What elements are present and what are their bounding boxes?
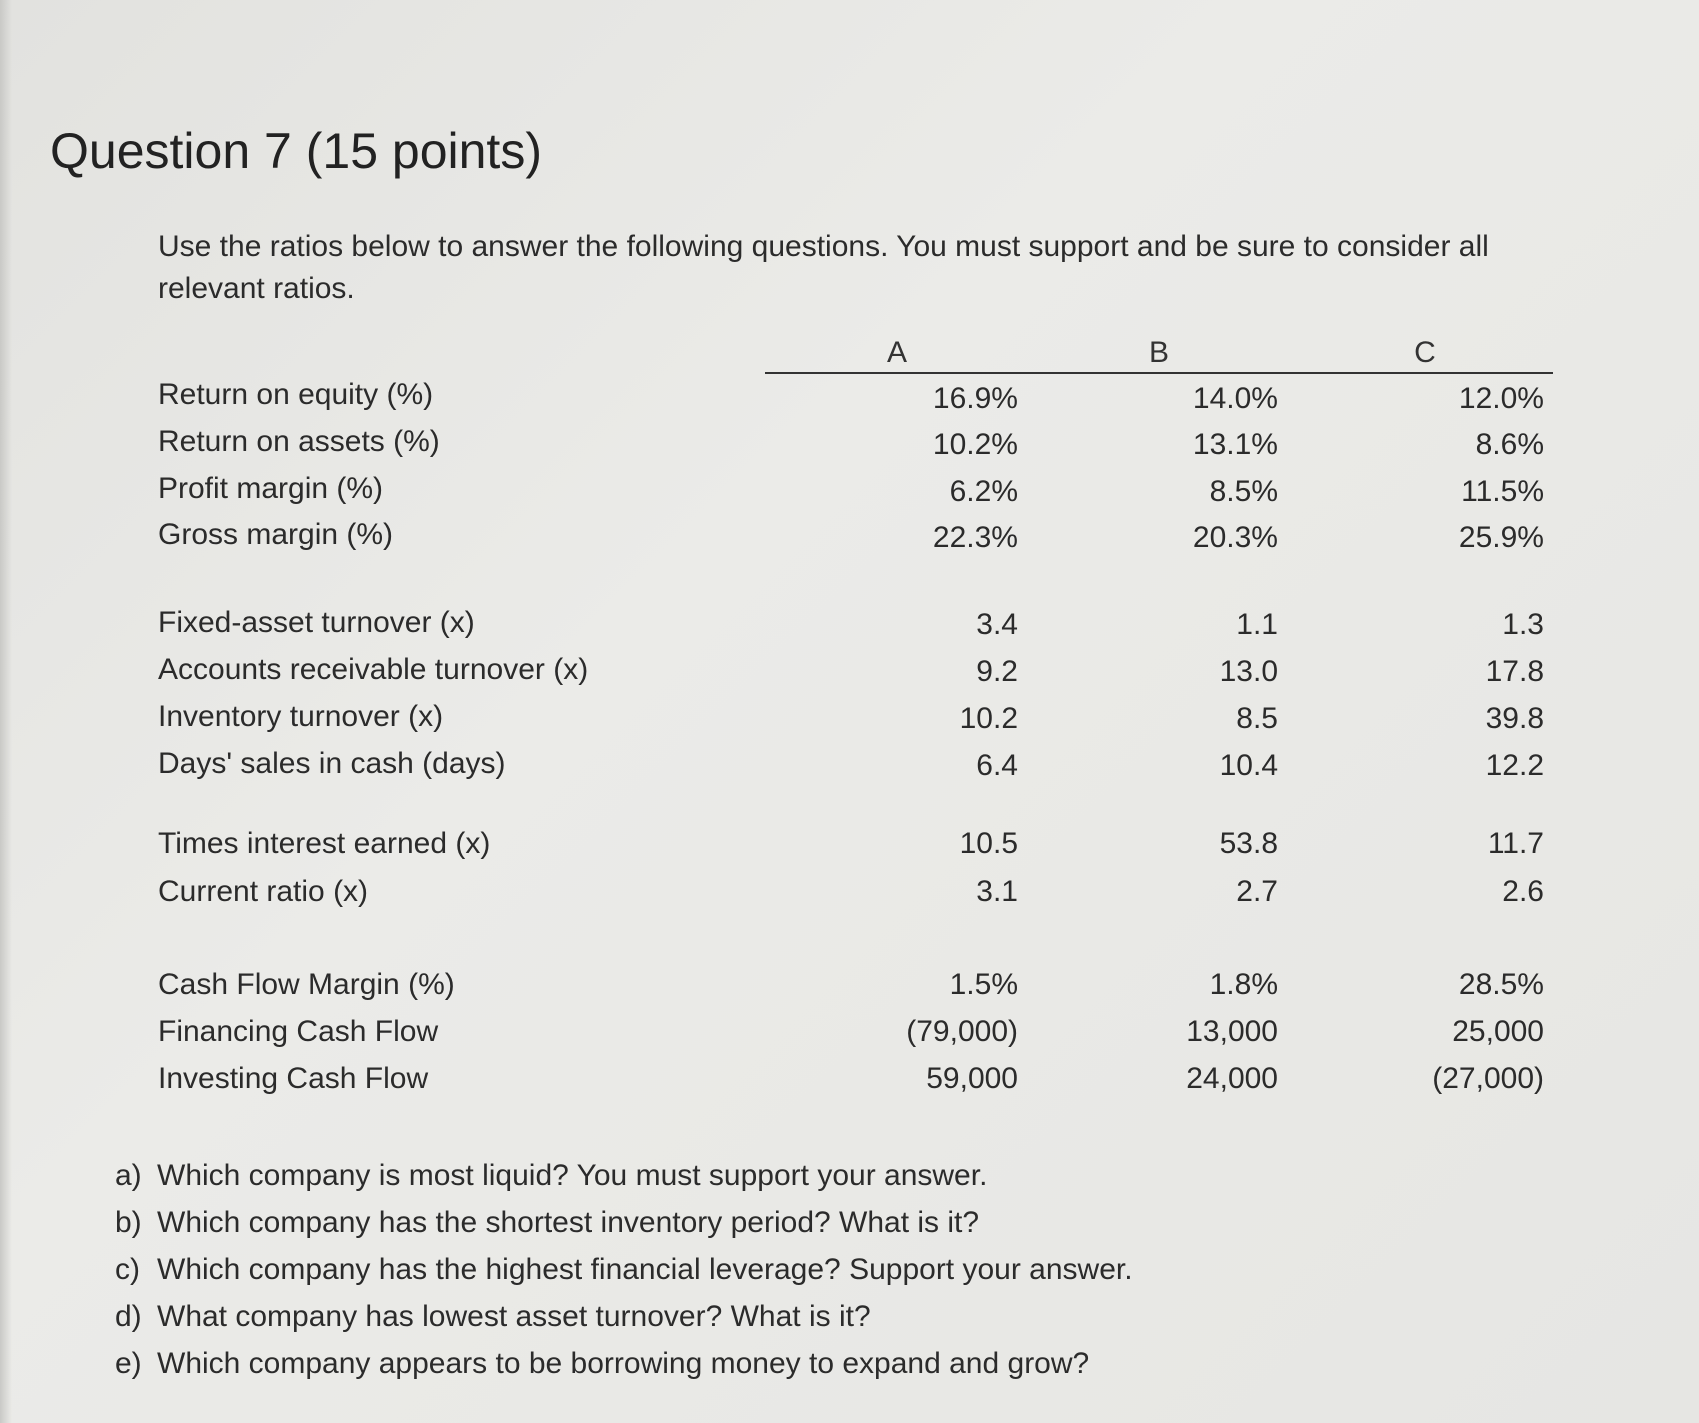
- cell-b-times-interest-earned: 53.8: [1219, 827, 1278, 860]
- cell-a-fixed-asset-turnover: 3.4: [976, 608, 1018, 641]
- row-label-inventory-turnover: Inventory turnover (x): [158, 700, 444, 733]
- cell-a-times-interest-earned: 10.5: [959, 827, 1018, 860]
- cell-a-inventory-turnover: 10.2: [959, 702, 1018, 735]
- cell-c-accounts-receivable-turnover: 17.8: [1485, 655, 1544, 688]
- cell-a-investing-cash-flow: 59,000: [926, 1062, 1018, 1095]
- row-label-days-sales-in-cash: Days' sales in cash (days): [158, 747, 506, 780]
- list-item: [115, 1246, 1133, 1293]
- page-edge-shadow: [0, 0, 12, 1423]
- question-letter: b): [115, 1206, 142, 1239]
- cell-c-cash-flow-margin: 28.5%: [1458, 968, 1544, 1001]
- column-header-b: B: [1148, 336, 1169, 369]
- question-letter: e): [115, 1347, 142, 1380]
- cell-a-accounts-receivable-turnover: 9.2: [976, 655, 1018, 688]
- cell-c-gross-margin: 25.9%: [1458, 521, 1544, 554]
- cell-c-financing-cash-flow: 25,000: [1452, 1015, 1544, 1048]
- cell-b-investing-cash-flow: 24,000: [1186, 1062, 1278, 1095]
- question-text: Which company appears to be borrowing money to expand and grow?: [157, 1347, 1090, 1380]
- question-points: (15 points): [305, 123, 542, 179]
- cell-a-profit-margin: 6.2%: [949, 475, 1018, 508]
- cell-b-current-ratio: 2.7: [1236, 875, 1278, 908]
- list-item: [115, 1340, 1133, 1387]
- row-label-fixed-asset-turnover: Fixed-asset turnover (x): [158, 606, 475, 639]
- list-item: [115, 1152, 1133, 1199]
- cell-b-financing-cash-flow: 13,000: [1186, 1015, 1278, 1048]
- row-label-profit-margin: Profit margin (%): [158, 472, 384, 505]
- question-letter: c): [115, 1253, 140, 1286]
- row-label-return-on-assets: Return on assets (%): [158, 425, 440, 458]
- cell-b-inventory-turnover: 8.5: [1236, 702, 1278, 735]
- cell-b-gross-margin: 20.3%: [1192, 521, 1278, 554]
- cell-c-return-on-equity: 12.0%: [1458, 382, 1544, 415]
- cell-c-inventory-turnover: 39.8: [1485, 702, 1544, 735]
- row-label-current-ratio: Current ratio (x): [158, 875, 369, 908]
- header-underline: [765, 372, 1553, 374]
- cell-b-return-on-assets: 13.1%: [1192, 428, 1278, 461]
- row-label-cash-flow-margin: Cash Flow Margin (%): [158, 968, 455, 1001]
- instructions-text: Use the ratios below to answer the following questions. You must support and be sure to consider all relevant ratios.: [158, 230, 1489, 305]
- row-label-times-interest-earned: Times interest earned (x): [158, 827, 491, 860]
- question-letter: d): [115, 1300, 142, 1333]
- question-number: Question 7: [50, 123, 292, 179]
- cell-c-current-ratio: 2.6: [1502, 875, 1544, 908]
- question-text: Which company is most liquid? You must support your answer.: [157, 1159, 988, 1192]
- cell-a-financing-cash-flow: (79,000): [906, 1015, 1018, 1048]
- cell-c-fixed-asset-turnover: 1.3: [1502, 608, 1544, 641]
- question-list: [115, 1152, 1133, 1387]
- cell-b-cash-flow-margin: 1.8%: [1209, 968, 1278, 1001]
- row-label-gross-margin: Gross margin (%): [158, 518, 394, 551]
- row-label-investing-cash-flow: Investing Cash Flow: [158, 1062, 429, 1095]
- cell-b-days-sales-in-cash: 10.4: [1219, 749, 1278, 782]
- row-label-accounts-receivable-turnover: Accounts receivable turnover (x): [158, 653, 589, 686]
- cell-a-return-on-equity: 16.9%: [932, 382, 1018, 415]
- cell-b-profit-margin: 8.5%: [1209, 475, 1278, 508]
- cell-c-times-interest-earned: 11.7: [1487, 827, 1544, 860]
- cell-b-accounts-receivable-turnover: 13.0: [1219, 655, 1278, 688]
- cell-c-investing-cash-flow: (27,000): [1432, 1062, 1544, 1095]
- cell-a-current-ratio: 3.1: [976, 875, 1018, 908]
- question-text: Which company has the shortest inventory period? What is it?: [157, 1206, 980, 1239]
- question-title: [50, 122, 542, 180]
- cell-a-return-on-assets: 10.2%: [932, 428, 1018, 461]
- list-item: [115, 1199, 1133, 1246]
- column-header-c: C: [1414, 336, 1436, 369]
- cell-a-cash-flow-margin: 1.5%: [949, 968, 1018, 1001]
- cell-c-days-sales-in-cash: 12.2: [1485, 749, 1544, 782]
- cell-a-days-sales-in-cash: 6.4: [976, 749, 1018, 782]
- question-text: Which company has the highest financial leverage? Support your answer.: [157, 1253, 1133, 1286]
- question-letter: a): [115, 1159, 142, 1192]
- question-text: What company has lowest asset turnover? What is it?: [157, 1300, 871, 1333]
- cell-a-gross-margin: 22.3%: [932, 521, 1018, 554]
- cell-c-profit-margin: 11.5%: [1461, 475, 1544, 508]
- cell-b-fixed-asset-turnover: 1.1: [1236, 608, 1278, 641]
- cell-b-return-on-equity: 14.0%: [1192, 382, 1278, 415]
- cell-c-return-on-assets: 8.6%: [1475, 428, 1544, 461]
- column-header-a: A: [886, 336, 907, 369]
- row-label-return-on-equity: Return on equity (%): [158, 378, 434, 411]
- list-item: [115, 1293, 1133, 1340]
- row-label-financing-cash-flow: Financing Cash Flow: [158, 1015, 439, 1048]
